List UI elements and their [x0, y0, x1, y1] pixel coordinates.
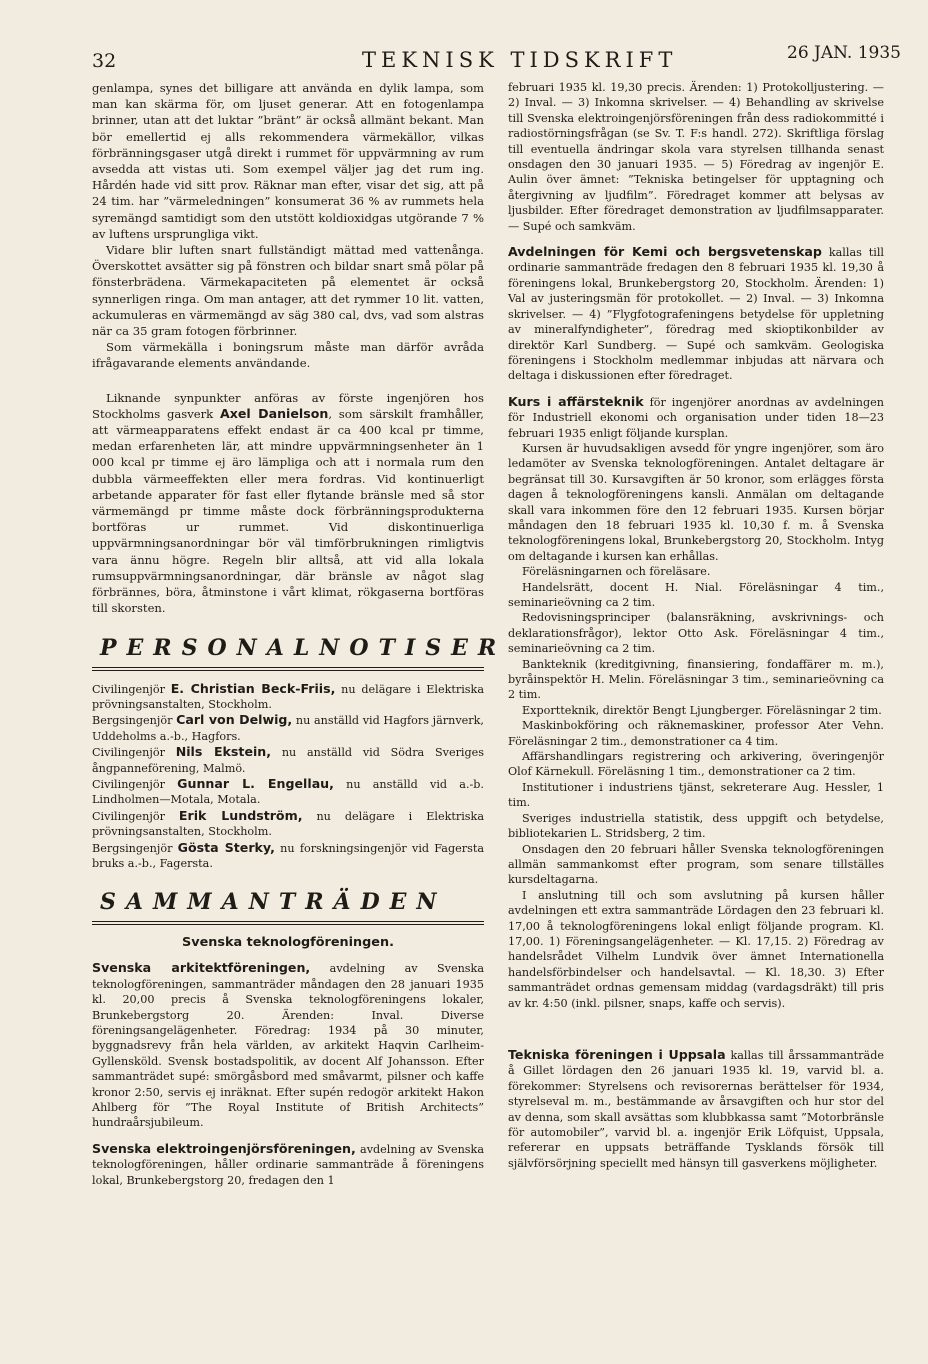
lecture-item: Maskinbokföring och räknemaskiner, professor Ater Vehn. Föreläsningar 2 tim., demonstrationer ca 4 tim. — [508, 719, 884, 748]
course-notice: Kurs i affärsteknik för ingenjörer anordnas av avdelningen för Industriell ekonomi och organisation under tiden 18—23 februari 1935 enligt följande kursplan. — [508, 393, 884, 440]
uppsala-notice: Tekniska föreningen i Uppsala kallas till årssammanträde å Gillet lördagen den 26 januari 1935 kl. 19, varvid bl. a. förekommer: Styrelsens och revisorernas berättelser för 1934, styrelseval m. m., bestämmande av årsavgiften och hur stor del av denna, som skall avsättas som klubbkassa samt ”Motorbränsle för automobiler”, varvid bl. a. ingenjör Erik Löfquist, Uppsala, refererar en uppsats beträffande Tysklands försök till självförsörjning speciellt med hänsyn till gasverkens möjligheter. — [508, 1046, 884, 1170]
right-column — [508, 80, 884, 1171]
meetings-heading: SAMMANTRÄDEN — [92, 881, 484, 925]
personal-notice: Bergsingenjör Carl von Delwig, nu anställd vid Hagfors järnverk, Uddeholms a.-b., Hagfors. — [92, 712, 484, 743]
lecture-item: Handelsrätt, docent H. Nial. Föreläsningar 4 tim., seminarieövning ca 2 tim. — [508, 580, 884, 609]
electro-notice: Svenska elektroingenjörsföreningen, avdelning av Svenska teknologföreningen, håller ordinarie sammanträde å föreningens lokal, Brunkebergstorg 20, fredagen den 1 — [92, 1140, 484, 1187]
personal-notice: Bergsingenjör Gösta Sterky, nu forskningsingenjör vid Fagersta bruks a.-b., Fagersta. — [92, 839, 484, 870]
issue-date: 26 JAN. 1935 — [787, 43, 901, 63]
page-number: 32 — [92, 50, 117, 72]
course-paragraph: Föreläsningarnen och föreläsare. — [522, 565, 711, 579]
society-heading: Svenska teknologföreningen. — [182, 935, 394, 951]
electro-notice-continued: februari 1935 kl. 19,30 precis. Ärenden: 1) Protokolljustering. — 2) Inval. — 3) Inkomna skrivelser. — 4) Behandling av skrivelse till Svenska elektroingenjörsföreningen från dess radiokommitté i radiostörningsfrågan (se Sv. T. F:s handl. 272). Skriftliga förslag till eventuella ändringar skola vara styrelsen tillhanda senast onsdagen den 30 januari 1935. — 5) Föredrag av ingenjör E. Aulin över ämnet: ”Tekniska betingelser för upptagning och återgivning av ljudfilm”. Föredraget kommer att belysas av ljusbilder. Efter föredraget demonstration av ljudfilmsapparater. — Supé och samkväm. — [508, 81, 884, 233]
architects-notice: Svenska arkitektföreningen, avdelning av Svenska teknologföreningen, sammanträder måndagen den 28 januari 1935 kl. 20,00 precis å Svenska teknologföreningens lokaler, Brunkebergstorg 20. Ärenden: Inval. Diverse föreningsangelägenheter. Föredrag: 1934 på 30 minuter, byggnadsrevy från hela världen, av arkitekt Haqvin Carlheim-Gyllensköld. Svensk bostadspolitik, av docent Alf Johansson. Efter sammanträdet supé: smörgåsbord med småvarmt, pilsner och kaffe kronor 2:50, servis ej inräknat. Efter supén redogör arkitekt Hakon Ahlberg för ”The Royal Institute of British Architects” hundraårsjubileum. — [92, 960, 484, 1130]
personal-notice: Civilingenjör Nils Ekstein, nu anställd vid Södra Sveriges ångpanneförening, Malmö. — [92, 744, 485, 775]
left-column — [92, 80, 507, 1188]
lecture-item: Redovisningsprinciper (balansräkning, avskrivnings- och deklarationsfrågor), lektor Otto Ask. Föreläsningar 4 tim., seminarieövning ca 2 tim. — [508, 611, 884, 656]
lecture-item: Exportteknik, direktör Bengt Ljungberger. Föreläsningar 2 tim. — [522, 703, 882, 717]
lecture-item: Onsdagen den 20 februari håller Svenska teknologföreningen allmän sammankomst efter program, som senare tillställes kursdeltagarna. — [508, 842, 884, 887]
personal-notice: Civilingenjör Gunnar L. Engellau, nu anställd vid a.-b. Lindholmen—Motala, Motala. — [92, 775, 484, 807]
article-paragraph-3: Som värmekälla i boningsrum måste man därför avråda ifrågavarande elements användande. — [92, 340, 484, 371]
personal-notices-heading: PERSONALNOTISER — [92, 627, 484, 671]
lecture-item: Bankteknik (kreditgivning, finansiering, fondaffärer m. m.), byråinspektör H. Melin. Föreläsningar 3 tim., seminarieövning ca 2 tim. — [508, 657, 884, 702]
lecture-item: Affärshandlingars registrering och arkivering, överingenjör Olof Kärnekull. Föreläsning 1 tim., demonstrationer ca 2 tim. — [508, 750, 884, 779]
personal-notices-list — [92, 681, 484, 872]
course-paragraph: I anslutning till och som avslutning på kursen håller avdelningen ett extra sammanträde Lördagen den 23 februari kl. 17,00 å teknologföreningens lokal enligt följande program. Kl. 17,00. 1) Föreningsangelägenheter. — Kl. 17,15. 2) Föredrag av handelsrådet Vilhelm Lundvik över ämnet Internationella handelsförbindelser och handelsavtal. — Kl. 18,30. 3) Efter sammanträdet ordnas gemensam middag (vardagsdräkt) till pris av kr. 4:50 (inkl. pilsner, snaps, kaffe och servis). — [508, 888, 884, 1010]
journal-title: TEKNISK TIDSKRIFT — [362, 48, 678, 72]
personal-notice: Civilingenjör E. Christian Beck-Friis, nu delägare i Elektriska prövningsanstalten, Stockholm. — [92, 680, 484, 711]
person-name: Axel Danielson — [219, 405, 329, 421]
article-paragraph-4: Liknande synpunkter anföras av förste ingenjören hos Stockholms gasverk Axel Danielson, som särskilt framhåller, att värmeapparatens effekt endast är ca 400 kcal pr timme, medan erfarenheten lär, att mindre uppvärmningsenheter än 1 000 kcal pr timme ej äro lämpliga och att i normala rum den dubbla värmeeffekten eller mera fordras. Vid kontinuerligt arbetande apparater för fast eller flytande bränsle med så stor värmemängd pr timme måste dock förbränningsprodukterna bortföras ur rummet. Vid diskontinuerliga uppvärmningsanordningar bör väl timförbrukningen rimligtvis vara ännu högre. Regeln blir alltså, att vid alla lokala rumsuppvärmningsanordningar, där bränsle av något slag förbrännes, böra, åtminstone i vårt klimat, rökgaserna bortföras till skorsten. — [92, 390, 484, 616]
lecture-item: Institutioner i industriens tjänst, sekreterare Aug. Hessler, 1 tim. — [508, 780, 884, 810]
course-paragraph: Kursen är huvudsakligen avsedd för yngre ingenjörer, som äro ledamöter av Svenska teknologföreningen. Antalet deltagare är begränsat till 30. Kursavgiften är 50 kronor, som erlägges första dagen å teknologföreningens kansli. Anmälan om deltagande skall vara inkommen före den 12 februari 1935. Kursen börjar måndagen den 18 februari 1935 kl. 10,30 f. m. å Svenska teknologföreningens lokal, Brunkebergstorg 20, Stockholm. Intyg om deltagande i kursen kan erhållas. — [508, 441, 884, 563]
article-paragraph-1: genlampa, synes det billigare att använda en dylik lampa, som man kan skärma för, om ljuset generar. Att en fotogenlampa brinner, utan att det luktar ”bränt” är också allmänt bekant. Man bör emellertid ej alls rekommendera värmekällor, vilkas förbränningsgaser utgå direkt i rummet för uppvärmning av rum avsedda att vistas uti. Som exempel väljer jag det rum ing. Hårdén hade vid sitt prov. Räknar man efter, visar det sig, att på 24 tim. har ”värmeledningen” konsumerat 36 % av rummets hela syremängd samtidigt som den utstött koldioxidgas utgörande 7 % av luftens ursprungliga vikt. — [92, 81, 484, 241]
chemistry-notice: Avdelningen för Kemi och bergsvetenskap kallas till ordinarie sammanträde fredagen den 8 februari 1935 kl. 19,30 å föreningens lokal, Brunkebergstorg 20, Stockholm. Ärenden: 1) Val av justeringsmän för protokollet. — 2) Inval. — 3) Inkomna skrivelser. — 4) ”Flygfotografeningens betydelse för uppletning av mineralfyndigheter”, föredrag med skioptikonbilder av direktör Karl Sundberg. — Supé och samkväm. Geologiska föreningens i Stockholm medlemmar inbjudas att närvara och deltaga i diskussionen efter föredraget. — [508, 244, 884, 383]
personal-notice: Civilingenjör Erik Lundström, nu delägare i Elektriska prövningsanstalten, Stockholm. — [92, 807, 484, 839]
article-paragraph-2: Vidare blir luften snart fullständigt mättad med vattenånga. Överskottet avsätter sig på fönstren och bildar snart små pölar på fönsterbrädena. Värmekapaciteten på elementet är också synnerligen ringa. Om man antager, att det rymmer 10 lit. vatten, ackumuleras en värmemängd av säg 380 cal, dvs, vad som alstras när ca 35 gram fotogen förbrinner. — [92, 243, 484, 339]
lecture-item: Sveriges industriella statistik, dess uppgift och betydelse, bibliotekarien L. Stridsberg, 2 tim. — [508, 811, 884, 841]
